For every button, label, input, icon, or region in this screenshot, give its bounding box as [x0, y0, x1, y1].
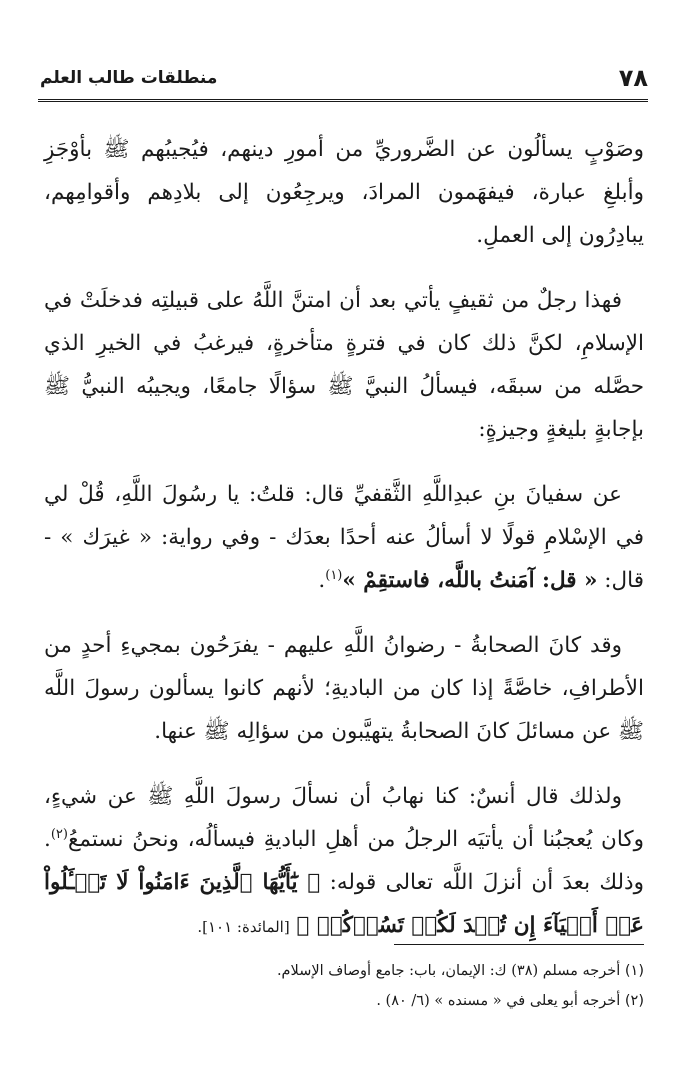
header-rule [38, 99, 648, 102]
anas-text: ولذلك قال أنسٌ: كنا نهابُ أن نسألَ رسولَ اللَّهِ ﷺ عن شيءٍ، وكان يُعجبُنا أن يأتيَه الرجلُ من أهلِ الباديةِ فيسألُه، ونحنُ نستمعُ [44, 784, 644, 852]
footnote-marker-2[interactable]: (٢) [50, 826, 68, 842]
verse-intro: وذلك بعدَ أن أنزلَ اللَّه تعالى قوله: [329, 870, 644, 895]
paragraph-companions: وقد كانَ الصحابةُ - رضوانُ اللَّهِ عليهم - يفرَحُون بمجيءِ أحدٍ من الأطرافِ، خاصَّةً إذا كان من الباديةِ؛ لأنهم كانوا يسألون رسولَ اللَّه ﷺ عن مسائلَ كانَ الصحابةُ يتهيَّبون من سؤالِه ﷺ عنها. [44, 633, 644, 744]
footnote-text: أخرجه مسلم (٣٨) ك: الإيمان، باب: جامع أوصاف الإسلام. [276, 963, 621, 979]
anas-paragraph [44, 775, 644, 949]
footnote-marker-1[interactable]: (١) [325, 567, 343, 583]
footnotes [44, 956, 644, 1016]
paragraph-thaqif: فهذا رجلٌ من ثقيفٍ يأتي بعد أن امتنَّ اللَّهُ على قبيلتِه فدخلَتْ في الإسلامِ، لكنَّ ذلك كان في فترةٍ متأخرةٍ، فيرغبُ في الخيرِ الذي حصَّله من سبقَه، فيسألُ النبيَّ ﷺ سؤالًا جامعًا، ويجيبُه النبيُّ ﷺ بإجابةٍ بليغةٍ وجيزةٍ: [44, 288, 644, 442]
paragraph-continuation: وصَوْبٍ يسألُون عن الضَّروريِّ من أمورِ دينهم، فيُجيبُهم ﷺ بأوْجَزِ وأبلغِ عبارة، فيفهَمون المرادَ، ويرجِعُون إلى بلادِهم وأقوامِهم، يبادِرُون إلى العملِ. [44, 137, 644, 248]
footnote-2 [44, 986, 644, 1016]
page-number: ٧٨ [618, 64, 648, 92]
footnote-rule [394, 944, 644, 945]
footnote-number: (٢) [624, 993, 644, 1009]
hadith-intro: عن سفيانَ بنِ عبدِاللَّهِ الثَّقفيِّ قال: قلتُ: يا رسُولَ اللَّهِ، قُلْ لي في الإسْلامِ قولًا لا أسألُ عنه أحدًا بعدَك - وفي رواية: « غيرَك » - قال: [44, 482, 644, 593]
hadith-quote: « قل: آمَنتُ باللَّه، فاستقِمْ » [342, 568, 598, 593]
anas-after: . [44, 827, 51, 852]
footnote-text: أخرجه أبو يعلى في « مسنده » (٦/ ٨٠) . [376, 993, 621, 1009]
verse-reference: [المائدة: ١٠١]. [197, 918, 290, 936]
footnote-1 [44, 956, 644, 986]
quran-verse: ﴿ يَٰٓأَيُّهَا ٱلَّذِينَ ءَامَنُواْ لَا تَسۡـَٔلُواْ عَنۡ أَشۡيَآءَ إِن تُبۡدَ لَكُمۡ تَسُؤۡكُمۡ ﴾ [44, 870, 644, 938]
page-body [44, 128, 644, 971]
hadith-paragraph: عن سفيانَ بنِ عبدِاللَّهِ الثَّقفيِّ قال: قلتُ: يا رسُولَ اللَّهِ، قُلْ لي في الإسْلامِ قولًا لا أسألُ عنه أحدًا بعدَك - وفي رواية: « غيرَك » - قال: « قل: آمَنتُ باللَّه، فاستقِمْ »$^{(١)}$. [44, 482, 644, 593]
running-title: منطلقات طالب العلم [40, 68, 218, 88]
footnote-number: (١) [624, 963, 644, 979]
page-header [40, 58, 648, 98]
